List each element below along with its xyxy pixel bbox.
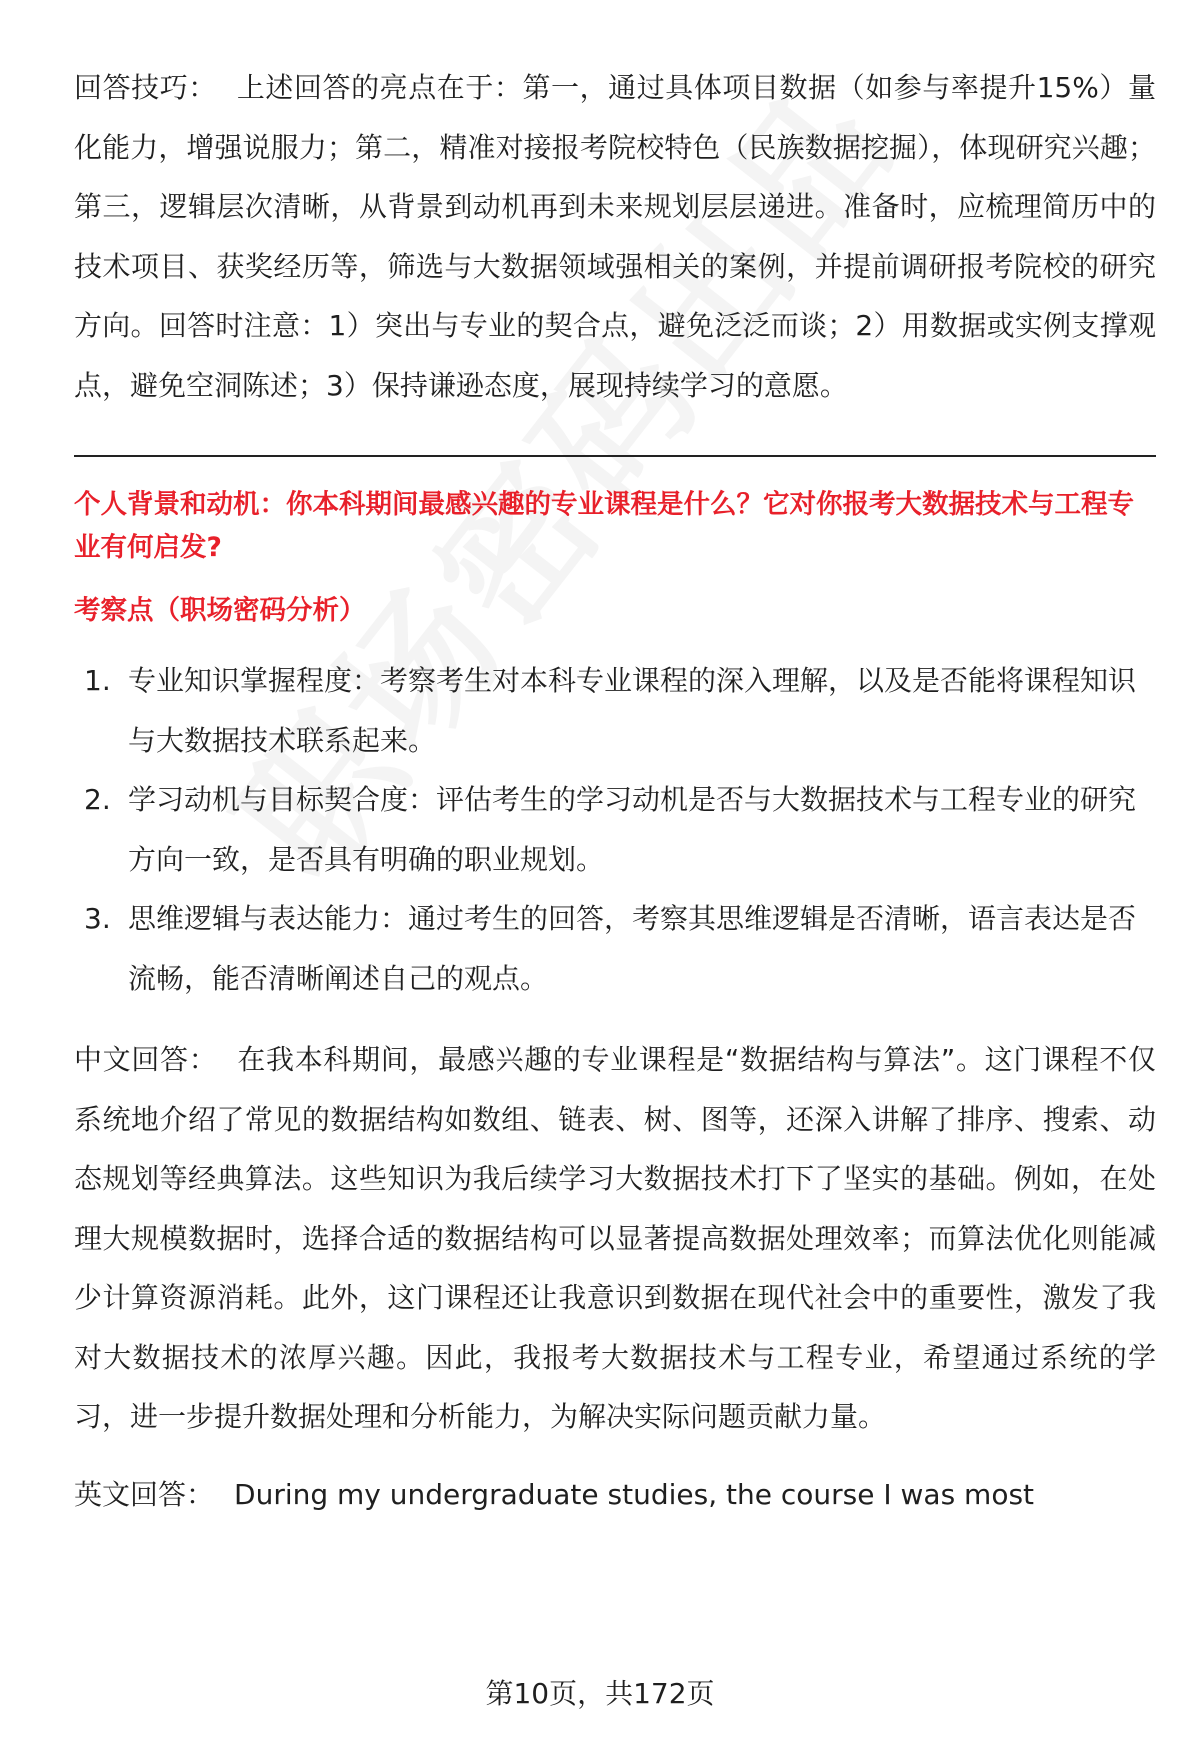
chinese-answer-label: 中文回答： — [74, 1043, 218, 1076]
list-item — [74, 889, 1156, 1008]
question-heading: 个人背景和动机：你本科期间最感兴趣的专业课程是什么？它对你报考大数据技术与工程专业有何启发? — [74, 489, 1134, 563]
list-item — [74, 770, 1156, 889]
list-item — [74, 651, 1156, 770]
section-divider — [74, 455, 1156, 457]
list-item-number: 2. — [84, 783, 111, 816]
list-item-number: 3. — [84, 902, 111, 935]
chinese-answer-text: 在我本科期间，最感兴趣的专业课程是“数据结构与算法”。这门课程不仅系统地介绍了常见的数据结构如数组、链表、树、图等，还深入讲解了排序、搜索、动态规划等经典算法。这些知识为我后续学习大数据技术打下了坚实的基础。例如，在处理大规模数据时，选择合适的数据结构可以显著提高数据处理效率；而算法优化则能减少计算资源消耗。此外，这门课程还让我意识到数据在现代社会中的重要性，激发了我对大数据技术的浓厚兴趣。因此，我报考大数据技术与工程专业，希望通过系统的学习，进一步提升数据处理和分析能力，为解决实际问题贡献力量。 — [74, 1043, 1156, 1433]
chinese-answer-paragraph — [74, 1030, 1156, 1447]
list-item-text: 思维逻辑与表达能力：通过考生的回答，考察其思维逻辑是否清晰，语言表达是否流畅，能否清晰阐述自己的观点。 — [128, 902, 1137, 995]
document-page — [74, 58, 1156, 1524]
page-number-footer: 第10页，共172页 — [485, 1677, 715, 1710]
focus-heading: 考察点（职场密码分析） — [74, 595, 366, 626]
list-item-text: 专业知识掌握程度：考察考生对本科专业课程的深入理解，以及是否能将课程知识与大数据技术联系起来。 — [128, 664, 1137, 757]
tips-text: 上述回答的亮点在于：第一，通过具体项目数据（如参与率提升15%）量化能力，增强说服力；第二，精准对接报考院校特色（民族数据挖掘），体现研究兴趣；第三，逻辑层次清晰，从背景到动机再到未来规划层层递进。准备时，应梳理简历中的技术项目、获奖经历等，筛选与大数据领域强相关的案例，并提前调研报考院校的研究方向。回答时注意：1）突出与专业的契合点，避免泛泛而谈；2）用数据或实例支撑观点，避免空洞陈述；3）保持谦逊态度，展现持续学习的意愿。 — [74, 71, 1156, 402]
english-answer-paragraph — [74, 1465, 1156, 1525]
list-item-number: 1. — [84, 664, 111, 697]
english-answer-text: During my undergraduate studies, the course I was most — [234, 1477, 1035, 1511]
list-item-text: 学习动机与目标契合度：评估考生的学习动机是否与大数据技术与工程专业的研究方向一致，是否具有明确的职业规划。 — [128, 783, 1137, 876]
english-answer-label: 英文回答： — [74, 1477, 215, 1511]
tips-paragraph — [74, 58, 1156, 415]
focus-points-list — [74, 651, 1156, 1008]
tips-label: 回答技巧： — [74, 71, 217, 104]
